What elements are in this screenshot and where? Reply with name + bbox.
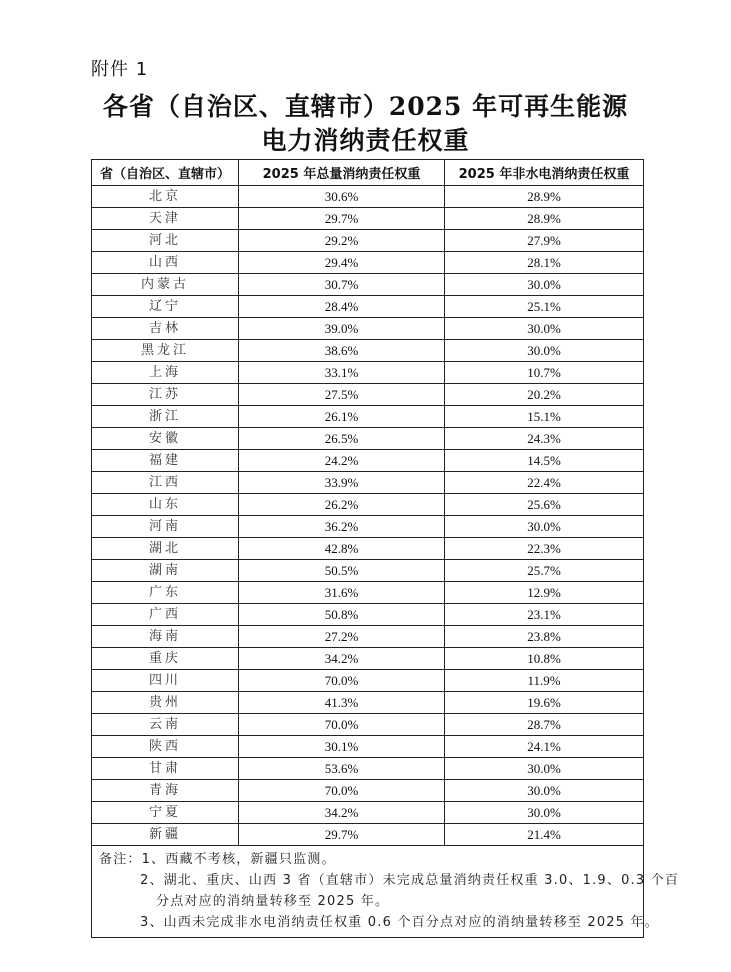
non-hydro-weight-cell: 25.7% xyxy=(445,560,644,582)
province-cell: 河南 xyxy=(92,516,239,538)
non-hydro-weight-cell: 28.1% xyxy=(445,252,644,274)
province-cell: 青海 xyxy=(92,780,239,802)
total-weight-cell: 33.1% xyxy=(239,362,445,384)
table-row xyxy=(92,208,644,230)
province-cell: 江西 xyxy=(92,472,239,494)
non-hydro-weight-cell: 10.8% xyxy=(445,648,644,670)
table-row xyxy=(92,626,644,648)
table-row xyxy=(92,472,644,494)
table-row xyxy=(92,736,644,758)
total-weight-cell: 28.4% xyxy=(239,296,445,318)
province-cell: 北京 xyxy=(92,186,239,208)
total-weight-cell: 33.9% xyxy=(239,472,445,494)
province-cell: 重庆 xyxy=(92,648,239,670)
table-row xyxy=(92,230,644,252)
non-hydro-weight-cell: 28.7% xyxy=(445,714,644,736)
province-cell: 江苏 xyxy=(92,384,239,406)
attachment-label: 附件 1 xyxy=(91,59,149,80)
non-hydro-weight-cell: 21.4% xyxy=(445,824,644,846)
total-weight-cell: 53.6% xyxy=(239,758,445,780)
document-title-line1: 各省（自治区、直辖市）2025 年可再生能源 xyxy=(102,92,629,121)
table-row xyxy=(92,648,644,670)
province-cell: 内蒙古 xyxy=(92,274,239,296)
table-row xyxy=(92,824,644,846)
non-hydro-weight-cell: 15.1% xyxy=(445,406,644,428)
non-hydro-weight-cell: 30.0% xyxy=(445,318,644,340)
header-non-hydro-weight: 2025 年非水电消纳责任权重 xyxy=(445,160,644,186)
non-hydro-weight-cell: 10.7% xyxy=(445,362,644,384)
total-weight-cell: 27.5% xyxy=(239,384,445,406)
province-cell: 广东 xyxy=(92,582,239,604)
table-row xyxy=(92,186,644,208)
document-title-line2: 电力消纳责任权重 xyxy=(261,126,470,155)
table-header-row xyxy=(92,160,644,186)
province-cell: 海南 xyxy=(92,626,239,648)
province-cell: 新疆 xyxy=(92,824,239,846)
table-row xyxy=(92,714,644,736)
non-hydro-weight-cell: 11.9% xyxy=(445,670,644,692)
non-hydro-weight-cell: 24.3% xyxy=(445,428,644,450)
province-cell: 宁夏 xyxy=(92,802,239,824)
table-row xyxy=(92,560,644,582)
province-cell: 黑龙江 xyxy=(92,340,239,362)
table-row xyxy=(92,450,644,472)
total-weight-cell: 41.3% xyxy=(239,692,445,714)
province-cell: 贵州 xyxy=(92,692,239,714)
province-cell: 吉林 xyxy=(92,318,239,340)
table-row xyxy=(92,582,644,604)
total-weight-cell: 70.0% xyxy=(239,780,445,802)
non-hydro-weight-cell: 30.0% xyxy=(445,274,644,296)
table-row xyxy=(92,318,644,340)
table-row xyxy=(92,274,644,296)
total-weight-cell: 50.8% xyxy=(239,604,445,626)
non-hydro-weight-cell: 12.9% xyxy=(445,582,644,604)
province-cell: 上海 xyxy=(92,362,239,384)
total-weight-cell: 26.2% xyxy=(239,494,445,516)
non-hydro-weight-cell: 14.5% xyxy=(445,450,644,472)
total-weight-cell: 30.7% xyxy=(239,274,445,296)
header-province: 省（自治区、直辖市） xyxy=(92,160,239,186)
province-cell: 甘肃 xyxy=(92,758,239,780)
non-hydro-weight-cell: 30.0% xyxy=(445,802,644,824)
total-weight-cell: 70.0% xyxy=(239,714,445,736)
table-row xyxy=(92,428,644,450)
total-weight-cell: 27.2% xyxy=(239,626,445,648)
table-row xyxy=(92,780,644,802)
table-row xyxy=(92,384,644,406)
province-cell: 湖北 xyxy=(92,538,239,560)
notes-cell xyxy=(92,846,680,938)
total-weight-cell: 29.7% xyxy=(239,824,445,846)
table-row xyxy=(92,538,644,560)
non-hydro-weight-cell: 27.9% xyxy=(445,230,644,252)
responsibility-weights-table xyxy=(91,159,680,938)
total-weight-cell: 34.2% xyxy=(239,802,445,824)
total-weight-cell: 30.6% xyxy=(239,186,445,208)
non-hydro-weight-cell: 28.9% xyxy=(445,208,644,230)
total-weight-cell: 36.2% xyxy=(239,516,445,538)
total-weight-cell: 29.4% xyxy=(239,252,445,274)
non-hydro-weight-cell: 30.0% xyxy=(445,758,644,780)
total-weight-cell: 31.6% xyxy=(239,582,445,604)
table-row xyxy=(92,604,644,626)
note-2-continued: 分点对应的消纳量转移至 2025 年。 xyxy=(156,894,390,909)
non-hydro-weight-cell: 25.6% xyxy=(445,494,644,516)
table-row xyxy=(92,494,644,516)
table-body xyxy=(92,186,680,938)
note-2: 2、湖北、重庆、山西 3 省（直辖市）未完成总量消纳责任权重 3.0、1.9、0.3 个百 xyxy=(140,873,680,888)
province-cell: 广西 xyxy=(92,604,239,626)
note-3: 3、山西未完成非水电消纳责任权重 0.6 个百分点对应的消纳量转移至 2025 年。 xyxy=(140,915,659,930)
non-hydro-weight-cell: 24.1% xyxy=(445,736,644,758)
total-weight-cell: 38.6% xyxy=(239,340,445,362)
province-cell: 福建 xyxy=(92,450,239,472)
table-row xyxy=(92,802,644,824)
province-cell: 湖南 xyxy=(92,560,239,582)
province-cell: 山西 xyxy=(92,252,239,274)
total-weight-cell: 29.7% xyxy=(239,208,445,230)
total-weight-cell: 26.1% xyxy=(239,406,445,428)
province-cell: 天津 xyxy=(92,208,239,230)
total-weight-cell: 24.2% xyxy=(239,450,445,472)
table-row xyxy=(92,340,644,362)
total-weight-cell: 30.1% xyxy=(239,736,445,758)
non-hydro-weight-cell: 20.2% xyxy=(445,384,644,406)
notes-row xyxy=(92,846,644,938)
province-cell: 辽宁 xyxy=(92,296,239,318)
header-total-weight: 2025 年总量消纳责任权重 xyxy=(239,160,445,186)
province-cell: 安徽 xyxy=(92,428,239,450)
total-weight-cell: 34.2% xyxy=(239,648,445,670)
non-hydro-weight-cell: 23.1% xyxy=(445,604,644,626)
province-cell: 四川 xyxy=(92,670,239,692)
total-weight-cell: 42.8% xyxy=(239,538,445,560)
table-row xyxy=(92,692,644,714)
total-weight-cell: 70.0% xyxy=(239,670,445,692)
total-weight-cell: 26.5% xyxy=(239,428,445,450)
table-row xyxy=(92,406,644,428)
non-hydro-weight-cell: 30.0% xyxy=(445,780,644,802)
table-row xyxy=(92,670,644,692)
table-row xyxy=(92,516,644,538)
non-hydro-weight-cell: 28.9% xyxy=(445,186,644,208)
total-weight-cell: 50.5% xyxy=(239,560,445,582)
province-cell: 陕西 xyxy=(92,736,239,758)
non-hydro-weight-cell: 25.1% xyxy=(445,296,644,318)
total-weight-cell: 39.0% xyxy=(239,318,445,340)
non-hydro-weight-cell: 19.6% xyxy=(445,692,644,714)
province-cell: 山东 xyxy=(92,494,239,516)
non-hydro-weight-cell: 22.3% xyxy=(445,538,644,560)
total-weight-cell: 29.2% xyxy=(239,230,445,252)
non-hydro-weight-cell: 23.8% xyxy=(445,626,644,648)
table-row xyxy=(92,296,644,318)
province-cell: 浙江 xyxy=(92,406,239,428)
non-hydro-weight-cell: 30.0% xyxy=(445,516,644,538)
table-row xyxy=(92,362,644,384)
note-1: 备注：1、西藏不考核，新疆只监测。 xyxy=(99,852,336,867)
non-hydro-weight-cell: 22.4% xyxy=(445,472,644,494)
province-cell: 河北 xyxy=(92,230,239,252)
non-hydro-weight-cell: 30.0% xyxy=(445,340,644,362)
table-row xyxy=(92,758,644,780)
province-cell: 云南 xyxy=(92,714,239,736)
table-row xyxy=(92,252,644,274)
